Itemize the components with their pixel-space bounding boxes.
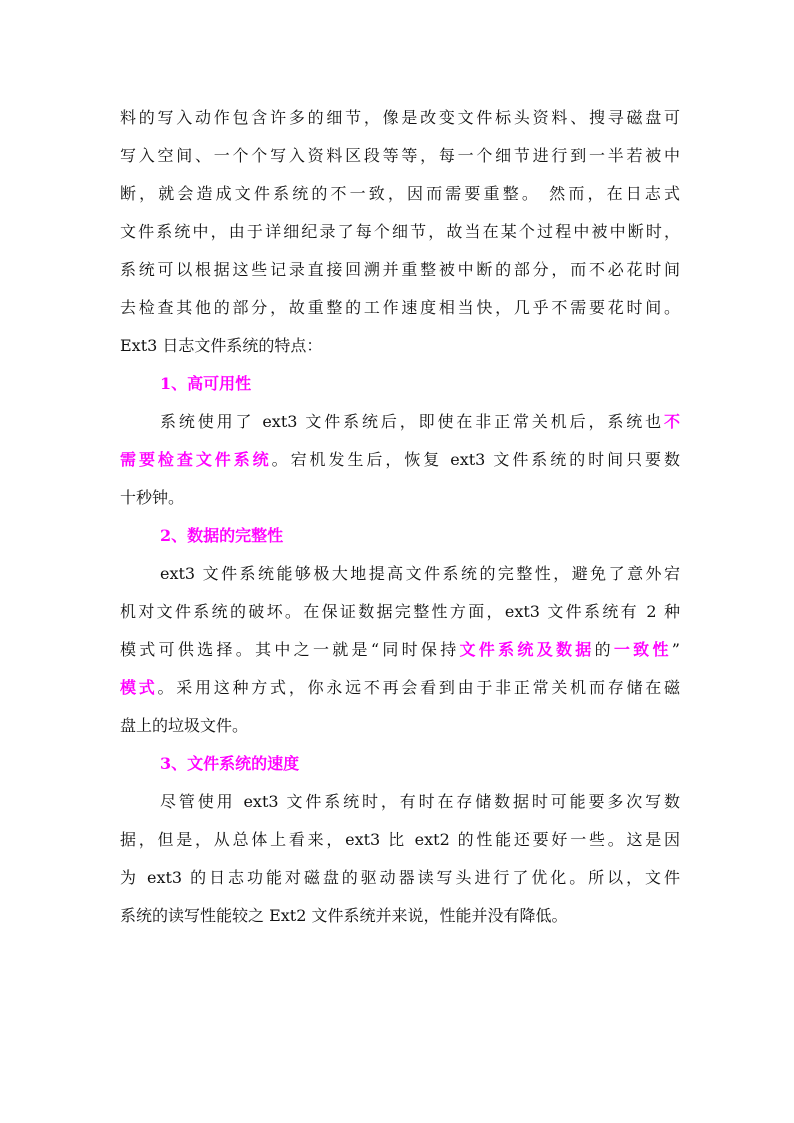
section2-line-3-highlight-1: 文件系统及数据 <box>459 640 595 659</box>
section1-line-2-text: 。宕机发生后，恢复 ext3 文件系统的时间只要数 <box>271 450 680 469</box>
section1-line-2 <box>120 441 680 479</box>
section3-line-1: 尽管使用 ext3 文件系统时，有时在存储数据时可能要多次写数 <box>160 792 680 811</box>
section1-line-1-highlight: 不 <box>663 412 680 431</box>
section-heading-data-integrity: 2、数据的完整性 <box>160 526 284 545</box>
section-heading-filesystem-speed: 3、文件系统的速度 <box>160 754 300 773</box>
intro-line-6: 去检查其他的部分，故重整的工作速度相当快，几乎不需要花时间。 <box>120 298 680 317</box>
section-heading-high-availability: 1、高可用性 <box>160 374 252 393</box>
section2-line-2: 机对文件系统的破坏。在保证数据完整性方面，ext3 文件系统有 2 种 <box>120 602 680 621</box>
section1-line-3: 十秒钟。 <box>120 488 185 507</box>
section2-line-3 <box>120 631 680 669</box>
intro-line-3: 断，就会造成文件系统的不一致，因而需要重整。 然而，在日志式 <box>120 184 680 203</box>
section2-line-4-text: 。采用这种方式，你永远不再会看到由于非正常关机而存储在磁 <box>157 678 680 697</box>
intro-line-2: 写入空间、一个个写入资料区段等等，每一个细节进行到一半若被中 <box>120 146 680 165</box>
section3-line-4: 系统的读写性能较之 Ext2 文件系统并来说，性能并没有降低。 <box>120 906 568 925</box>
section3-line-2: 据，但是，从总体上看来，ext3 比 ext2 的性能还要好一些。这是因 <box>120 830 680 849</box>
section2-line-4-highlight: 模式 <box>120 678 158 697</box>
intro-line-5: 系统可以根据这些记录直接回溯并重整被中断的部分，而不必花时间 <box>120 260 680 279</box>
section1-line-1 <box>120 403 680 441</box>
section1-line-2-highlight: 需要检查文件系统 <box>120 450 272 469</box>
section2-line-3-text-a: 模式可供选择。其中之一就是“同时保持 <box>120 640 460 659</box>
document-page <box>120 99 680 935</box>
section2-line-3-highlight-2: 一致性 <box>613 640 672 659</box>
section1-line-1-text: 系统使用了 ext3 文件系统后，即使在非正常关机后，系统也 <box>160 412 664 431</box>
section2-line-1: ext3 文件系统能够极大地提高文件系统的完整性，避免了意外宕 <box>160 564 680 583</box>
section3-line-3: 为 ext3 的日志功能对磁盘的驱动器读写头进行了优化。所以，文件 <box>120 868 680 887</box>
section2-line-4 <box>120 669 680 707</box>
section2-line-3-text-c: ” <box>671 640 680 659</box>
intro-line-1: 料的写入动作包含许多的细节，像是改变文件标头资料、搜寻磁盘可 <box>120 108 680 127</box>
section2-line-3-text-b: 的 <box>594 640 614 659</box>
intro-line-4: 文件系统中，由于详细纪录了每个细节，故当在某个过程中被中断时， <box>120 222 680 241</box>
section2-line-5: 盘上的垃圾文件。 <box>120 716 249 735</box>
intro-line-7: Ext3 日志文件系统的特点： <box>120 336 323 355</box>
